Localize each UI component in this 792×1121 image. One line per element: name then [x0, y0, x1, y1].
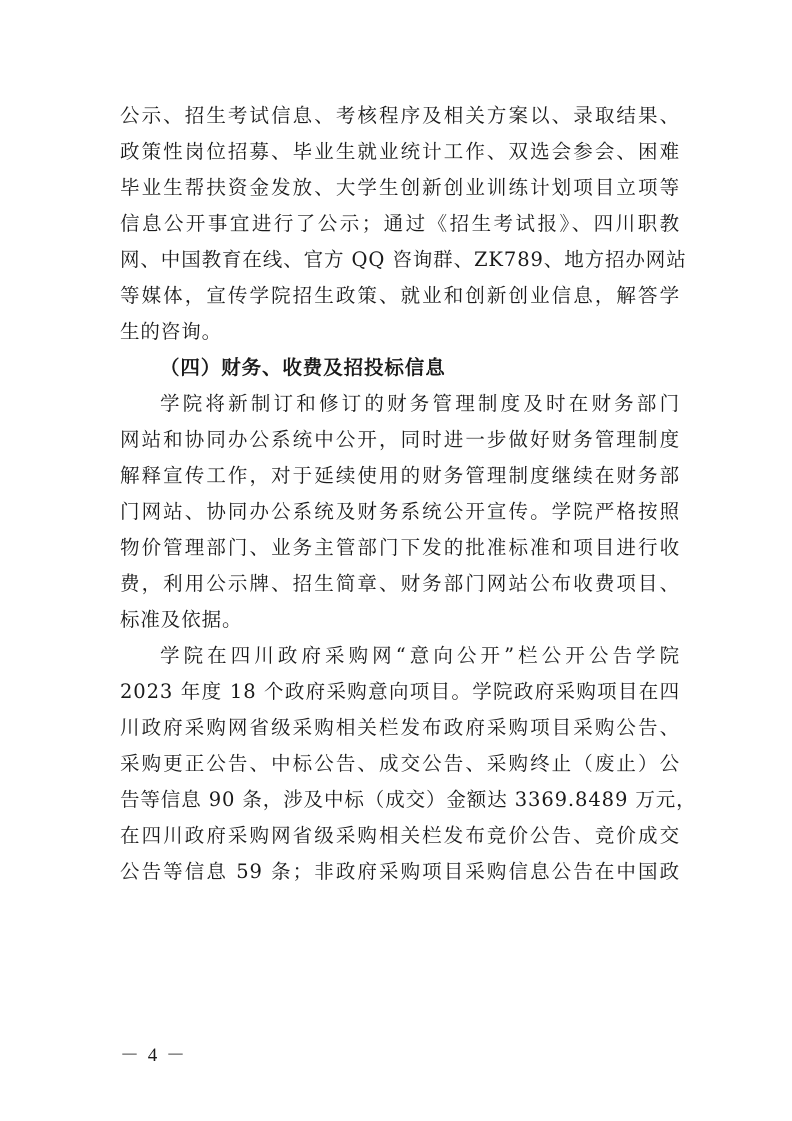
para3-line: 川政府采购网省级采购相关栏发布政府采购项目采购公告、 — [120, 716, 680, 739]
para2-line: 解释宣传工作，对于延续使用的财务管理制度继续在财务部 — [120, 464, 680, 487]
para1-line: 网、中国教育在线、官方 QQ 咨询群、ZK789、地方招办网站 — [120, 248, 687, 271]
page-number: － 4 － — [120, 1045, 188, 1066]
para3-line: 公告等信息 59 条；非政府采购项目采购信息公告在中国政 — [120, 860, 680, 883]
para3-line: 学院在四川政府采购网“意向公开”栏公开公告学院 — [160, 644, 680, 667]
para2-line: 费，利用公示牌、招生简章、财务部门网站公布收费项目、 — [120, 572, 680, 595]
para3-line: 2023 年度 18 个政府采购意向项目。学院政府采购项目在四 — [120, 680, 680, 703]
para1-line: 政策性岗位招募、毕业生就业统计工作、双选会参会、困难 — [120, 140, 680, 163]
para1-line: 等媒体，宣传学院招生政策、就业和创新创业信息，解答学 — [120, 284, 680, 307]
para2-line: 标准及依据。 — [120, 608, 243, 631]
body-text — [120, 98, 697, 890]
para3-line: 告等信息 90 条，涉及中标（成交）金额达 3369.8489 万元， — [120, 788, 697, 811]
para1-line: 生的咨询。 — [120, 320, 223, 343]
para2-line: 门网站、协同办公系统及财务系统公开宣传。学院严格按照 — [120, 500, 680, 523]
para1-line: 毕业生帮扶资金发放、大学生创新创业训练计划项目立项等 — [120, 176, 680, 199]
para1-line: 公示、招生考试信息、考核程序及相关方案以、录取结果、 — [120, 104, 680, 127]
para3-line: 采购更正公告、中标公告、成交公告、采购终止（废止）公 — [120, 752, 680, 775]
section-heading: （四）财务、收费及招投标信息 — [160, 356, 446, 379]
para1-line: 信息公开事宜进行了公示；通过《招生考试报》、四川职教 — [120, 212, 680, 235]
para3-line: 在四川政府采购网省级采购相关栏发布竞价公告、竞价成交 — [120, 824, 680, 847]
para2-line: 物价管理部门、业务主管部门下发的批准标准和项目进行收 — [120, 536, 680, 559]
para2-line: 学院将新制订和修订的财务管理制度及时在财务部门 — [160, 392, 680, 415]
para2-line: 网站和协同办公系统中公开，同时进一步做好财务管理制度 — [120, 428, 680, 451]
